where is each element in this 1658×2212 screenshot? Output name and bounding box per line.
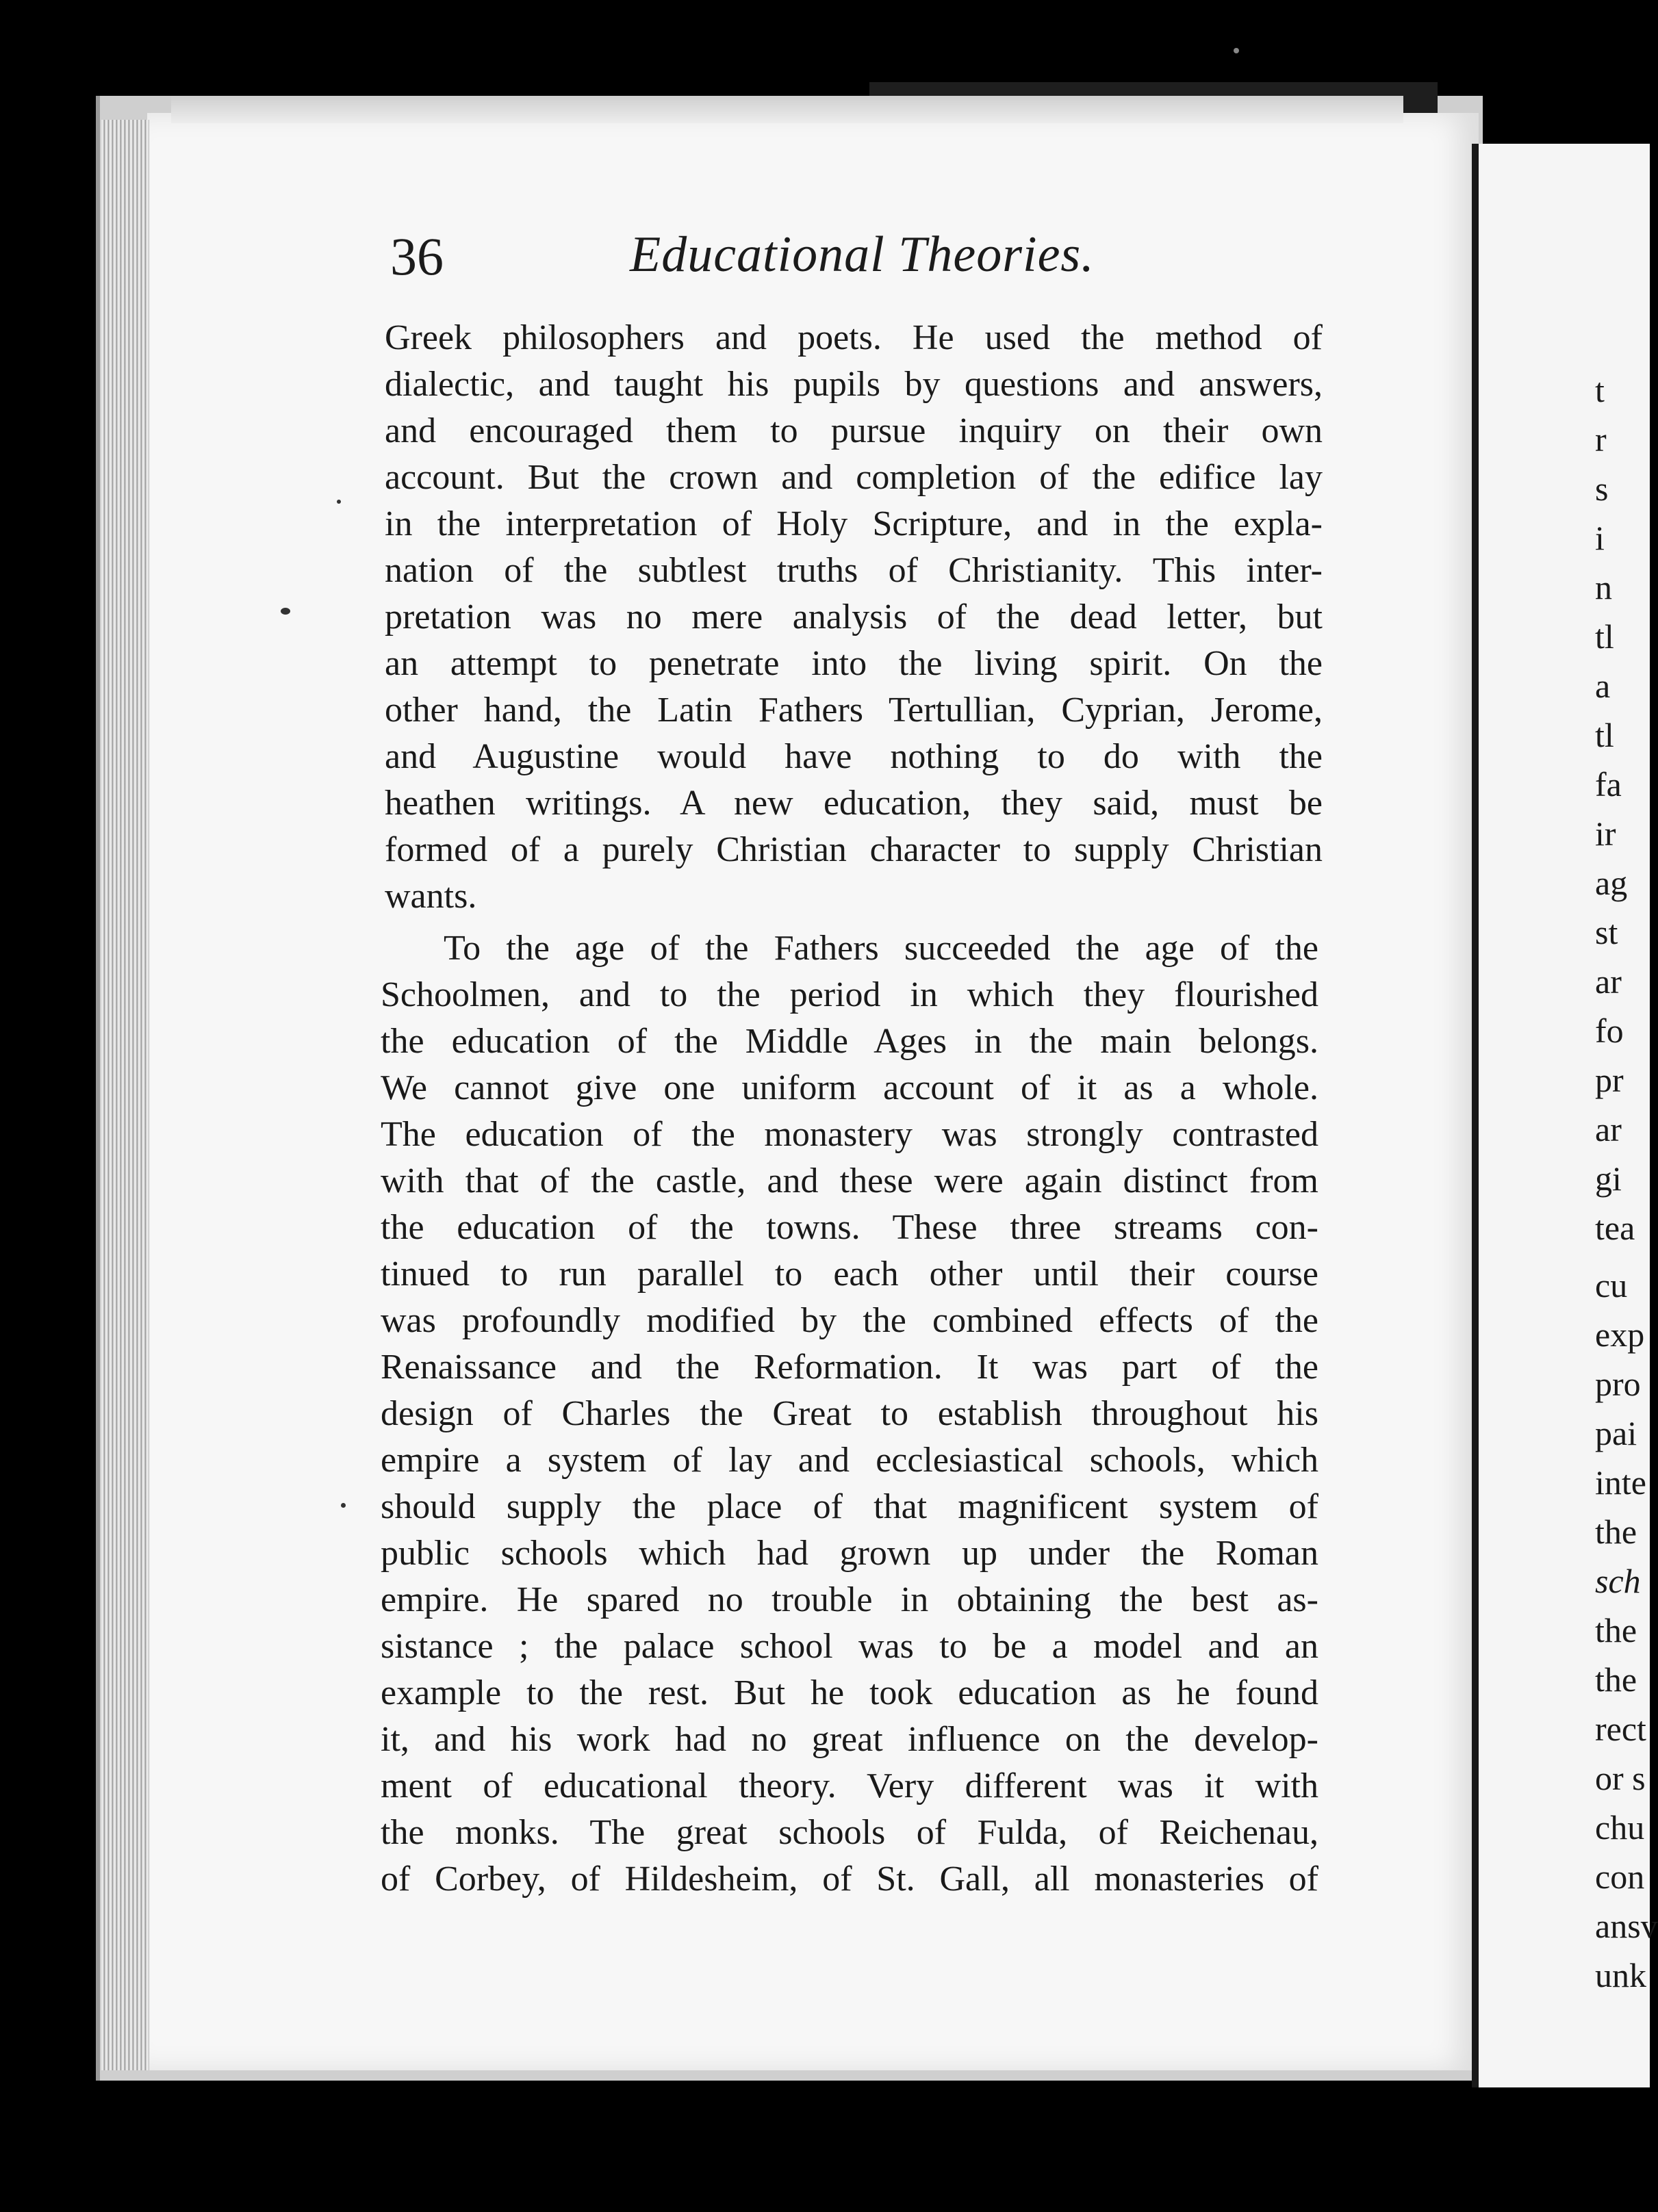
text-line: The education of the monastery was strongly contrasted bbox=[381, 1115, 1318, 1154]
fragment-line: pr bbox=[1595, 1061, 1624, 1099]
fragment-line: fa bbox=[1595, 765, 1622, 803]
fragment-line: s bbox=[1595, 470, 1609, 508]
fragment-line: st bbox=[1595, 913, 1618, 951]
text-line: and encouraged them to pursue inquiry on their own bbox=[385, 411, 1323, 450]
text-line: with that of the castle, and these were again distinct from bbox=[381, 1161, 1318, 1200]
text-line: empire. He spared no trouble in obtaining the best as- bbox=[381, 1580, 1318, 1619]
text-line: wants. bbox=[385, 877, 477, 916]
text-line: heathen writings. A new education, they said, must be bbox=[385, 784, 1323, 823]
fragment-line: tl bbox=[1595, 716, 1614, 754]
fragment-line: fo bbox=[1595, 1012, 1624, 1050]
text-line: ment of educational theory. Very different was it with bbox=[381, 1766, 1318, 1805]
text-line: the education of the towns. These three streams con- bbox=[381, 1208, 1318, 1247]
fragment-line: pro bbox=[1595, 1365, 1641, 1403]
text-line: sistance ; the palace school was to be a model and an bbox=[381, 1627, 1318, 1666]
text-line: Greek philosophers and poets. He used the method of bbox=[385, 318, 1323, 357]
fragment-line: tea bbox=[1595, 1209, 1635, 1247]
fragment-line: or s bbox=[1595, 1759, 1646, 1797]
text-line: formed of a purely Christian character to supply Christian bbox=[385, 830, 1323, 869]
fragment-line: exp bbox=[1595, 1315, 1645, 1354]
scan-speck bbox=[341, 1503, 346, 1508]
text-line: was profoundly modified by the combined effects of the bbox=[381, 1301, 1318, 1340]
text-line: design of Charles the Great to establish throughout his bbox=[381, 1394, 1318, 1433]
page-number: 36 bbox=[390, 227, 444, 286]
text-line: Schoolmen, and to the period in which they flourished bbox=[381, 975, 1318, 1014]
fragment-line: the bbox=[1595, 1513, 1637, 1551]
fragment-line: ar bbox=[1595, 1110, 1622, 1148]
paragraph-first-line: To the age of the Fathers succeeded the age of the bbox=[444, 929, 1318, 968]
text-line: dialectic, and taught his pupils by questions and answers, bbox=[385, 365, 1323, 404]
fragment-line: i bbox=[1595, 519, 1605, 557]
fragment-line: rect bbox=[1595, 1710, 1646, 1748]
fragment-line: con bbox=[1595, 1857, 1645, 1896]
fragment-line: inte bbox=[1595, 1463, 1646, 1502]
text-line: should supply the place of that magnificent system of bbox=[381, 1487, 1318, 1526]
fragment-line: ir bbox=[1595, 814, 1616, 853]
scan-speck bbox=[281, 608, 290, 615]
text-line: We cannot give one uniform account of it as a whole. bbox=[381, 1068, 1318, 1107]
text-line: account. But the crown and completion of the edifice lay bbox=[385, 458, 1323, 497]
text-line: an attempt to penetrate into the living spirit. On the bbox=[385, 644, 1323, 683]
text-line: example to the rest. But he took education as he found bbox=[381, 1673, 1318, 1712]
text-line: pretation was no mere analysis of the dead letter, but bbox=[385, 597, 1323, 636]
text-line: other hand, the Latin Fathers Tertullian, Cyprian, Jerome, bbox=[385, 691, 1323, 730]
fragment-line: n bbox=[1595, 568, 1612, 606]
scan-speck bbox=[1234, 48, 1239, 53]
text-line: and Augustine would have nothing to do with the bbox=[385, 737, 1323, 776]
fragment-line: tl bbox=[1595, 617, 1614, 656]
text-line: it, and his work had no great influence on the develop- bbox=[381, 1720, 1318, 1759]
text-line: empire a system of lay and ecclesiastical schools, which bbox=[381, 1441, 1318, 1480]
text-line: in the interpretation of Holy Scripture, and in the expla- bbox=[385, 504, 1323, 543]
text-line: the monks. The great schools of Fulda, of Reichenau, bbox=[381, 1813, 1318, 1852]
text-line: public schools which had grown up under the Roman bbox=[381, 1534, 1318, 1573]
text-line: tinued to run parallel to each other until their course bbox=[381, 1255, 1318, 1294]
fragment-line: gi bbox=[1595, 1159, 1622, 1198]
fragment-line: pai bbox=[1595, 1414, 1637, 1452]
fragment-line: chu bbox=[1595, 1808, 1645, 1847]
fragment-line: sch bbox=[1595, 1562, 1641, 1600]
fragment-line: ar bbox=[1595, 962, 1622, 1001]
text-line: Renaissance and the Reformation. It was part of the bbox=[381, 1348, 1318, 1387]
fragment-line: unk bbox=[1595, 1956, 1646, 1994]
text-line: the education of the Middle Ages in the main belongs. bbox=[381, 1022, 1318, 1061]
fragment-line: cu bbox=[1595, 1266, 1628, 1304]
fragment-line: ag bbox=[1595, 864, 1628, 902]
running-head: Educational Theories. bbox=[630, 227, 1095, 283]
fragment-line: ansv bbox=[1595, 1907, 1658, 1945]
fragment-line: t bbox=[1595, 371, 1605, 409]
fragment-line: a bbox=[1595, 667, 1611, 705]
text-line: of Corbey, of Hildesheim, of St. Gall, all monasteries of bbox=[381, 1860, 1318, 1899]
fragment-line: the bbox=[1595, 1611, 1637, 1649]
fragment-line: r bbox=[1595, 420, 1607, 459]
scan-speck bbox=[337, 500, 341, 504]
text-line: nation of the subtlest truths of Christianity. This inter- bbox=[385, 551, 1323, 590]
fragment-line: the bbox=[1595, 1660, 1637, 1699]
